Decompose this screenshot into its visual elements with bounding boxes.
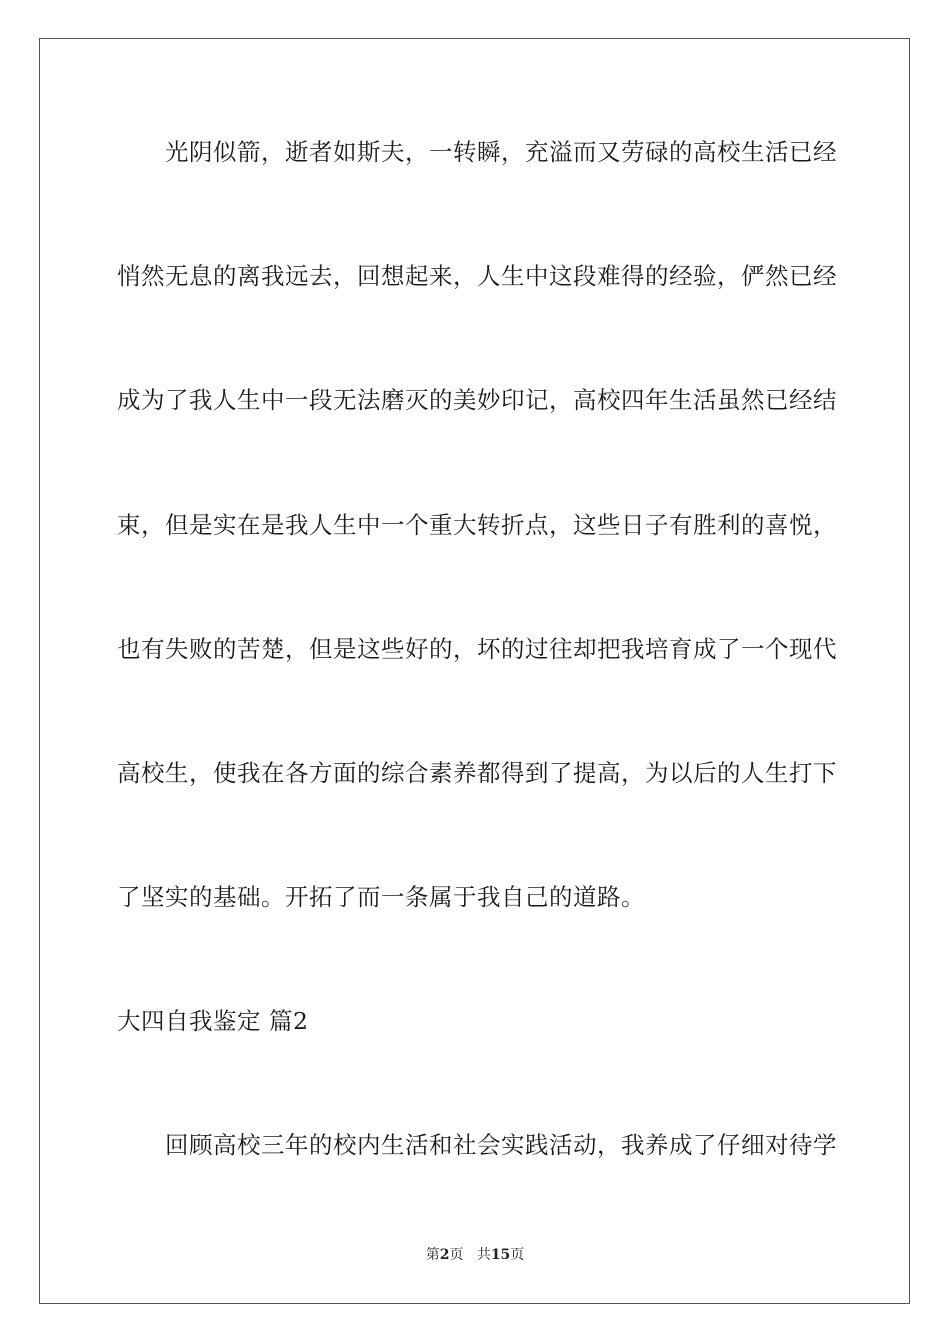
paragraph1-line-7: 了坚实的基础。开拓了而一条属于我自己的道路。: [117, 883, 645, 911]
footer-total-prefix: 共: [476, 1247, 491, 1263]
footer-total-pages: 15: [490, 1247, 511, 1263]
footer-prefix: 第: [425, 1247, 440, 1263]
page-border: [39, 38, 910, 1304]
footer-page-number: 2: [439, 1247, 450, 1263]
section-heading: 大四自我鉴定 篇2: [117, 1007, 309, 1035]
paragraph1-line-1: 光阴似箭，逝者如斯夫，一转瞬，充溢而又劳碌的高校生活已经: [165, 138, 837, 166]
paragraph1-line-6: 高校生，使我在各方面的综合素养都得到了提高，为以后的人生打下: [117, 759, 837, 787]
paragraph1-line-5: 也有失败的苦楚，但是这些好的，坏的过往却把我培育成了一个现代: [117, 635, 837, 663]
footer-page-suffix: 页: [449, 1247, 464, 1263]
page-footer: [0, 1246, 950, 1264]
paragraph1-line-4: 束，但是实在是我人生中一个重大转折点，这些日子有胜利的喜悦，: [117, 511, 837, 539]
paragraph1-line-3: 成为了我人生中一段无法磨灭的美妙印记，高校四年生活虽然已经结: [117, 386, 837, 414]
footer-total-suffix: 页: [510, 1247, 525, 1263]
paragraph2-line-1: 回顾高校三年的校内生活和社会实践活动，我养成了仔细对待学: [165, 1131, 837, 1159]
paragraph1-line-2: 悄然无息的离我远去，回想起来，人生中这段难得的经验，俨然已经: [117, 262, 837, 290]
